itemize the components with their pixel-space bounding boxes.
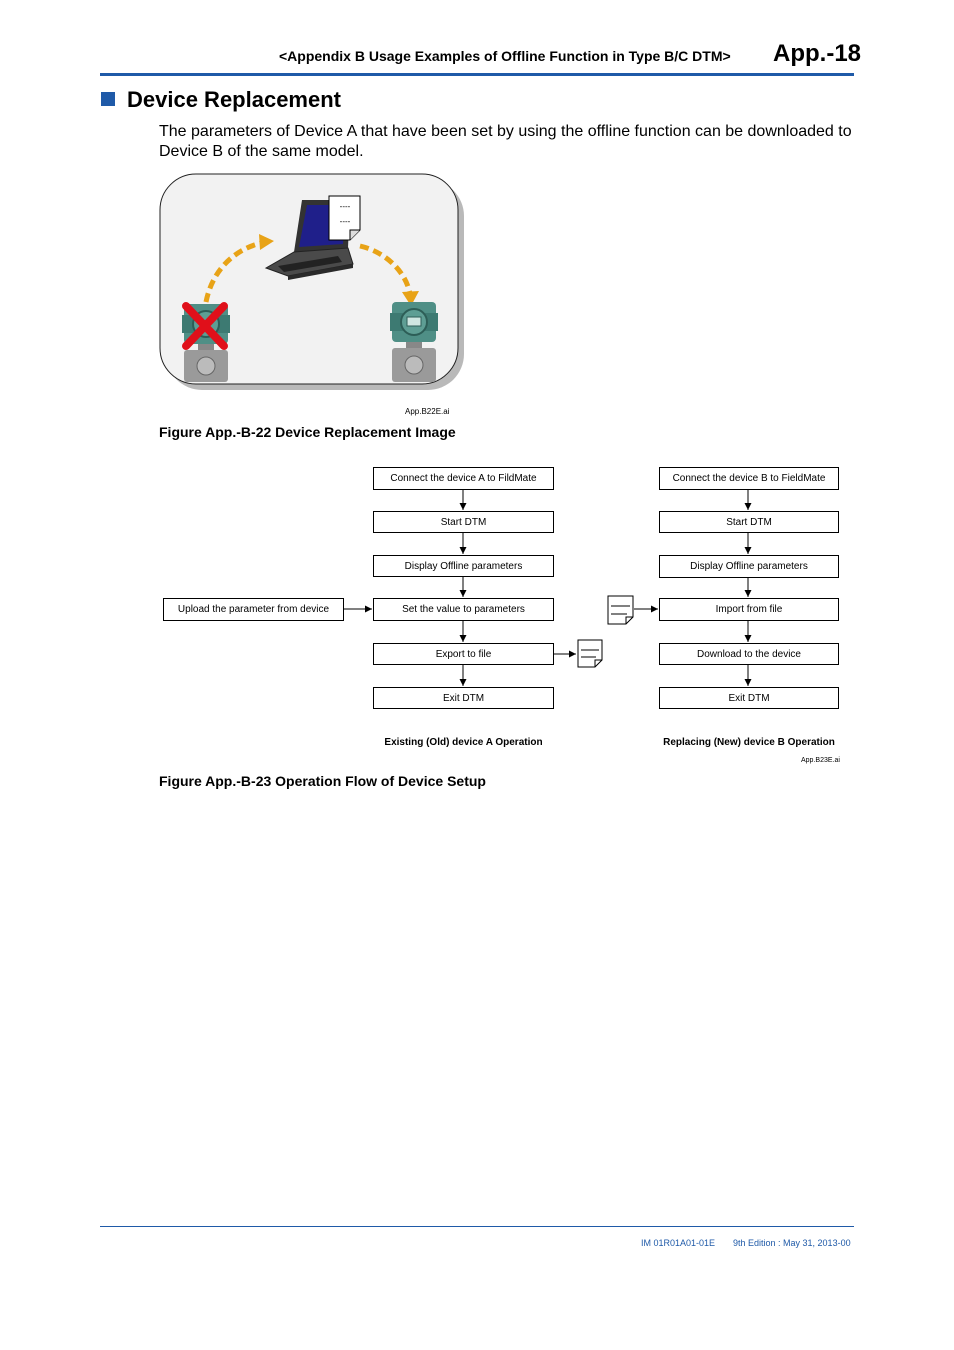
step-a-display-offline: Display Offline parameters — [373, 555, 554, 577]
step-a-start-dtm: Start DTM — [373, 511, 554, 533]
exported-file-icon — [578, 640, 602, 667]
step-b-import-file: Import from file — [659, 598, 839, 621]
footer-edition: 9th Edition : May 31, 2013-00 — [733, 1238, 851, 1248]
footer-doc-number: IM 01R01A01-01E — [641, 1238, 716, 1248]
page-number: App.-18 — [773, 40, 862, 67]
step-a-export-file: Export to file — [373, 643, 554, 665]
section-title: Device Replacement — [127, 87, 341, 112]
svg-text:----: ---- — [339, 217, 351, 226]
footer-rule — [100, 1226, 854, 1227]
step-b-connect: Connect the device B to FieldMate — [659, 467, 839, 490]
figure-caption: Figure App.-B-23 Operation Flow of Device Setup — [159, 773, 486, 789]
step-b-start-dtm: Start DTM — [659, 511, 839, 533]
figure-file-id: App.B23E.ai — [801, 757, 840, 764]
step-b-display-offline: Display Offline parameters — [659, 555, 839, 578]
upload-parameter-box: Upload the parameter from device — [163, 598, 344, 621]
step-a-connect: Connect the device A to FildMate — [373, 467, 554, 490]
step-a-set-values: Set the value to parameters — [373, 598, 554, 621]
column-a-caption: Existing (Old) device A Operation — [384, 737, 543, 748]
step-b-download: Download to the device — [659, 643, 839, 665]
import-file-icon — [608, 596, 633, 624]
figure-file-id: App.B22E.ai — [405, 407, 450, 416]
figure-caption: Figure App.-B-22 Device Replacement Image — [159, 424, 456, 440]
running-header-title: <Appendix B Usage Examples of Offline Function in Type B/C DTM> — [279, 48, 731, 64]
column-b-caption: Replacing (New) device B Operation — [663, 737, 835, 748]
step-a-exit-dtm: Exit DTM — [373, 687, 554, 709]
step-b-exit-dtm: Exit DTM — [659, 687, 839, 709]
intro-paragraph: The parameters of Device A that have been set by using the offline function can be downloaded to Device B of the same model. — [159, 123, 852, 160]
svg-text:----: ---- — [339, 202, 351, 211]
